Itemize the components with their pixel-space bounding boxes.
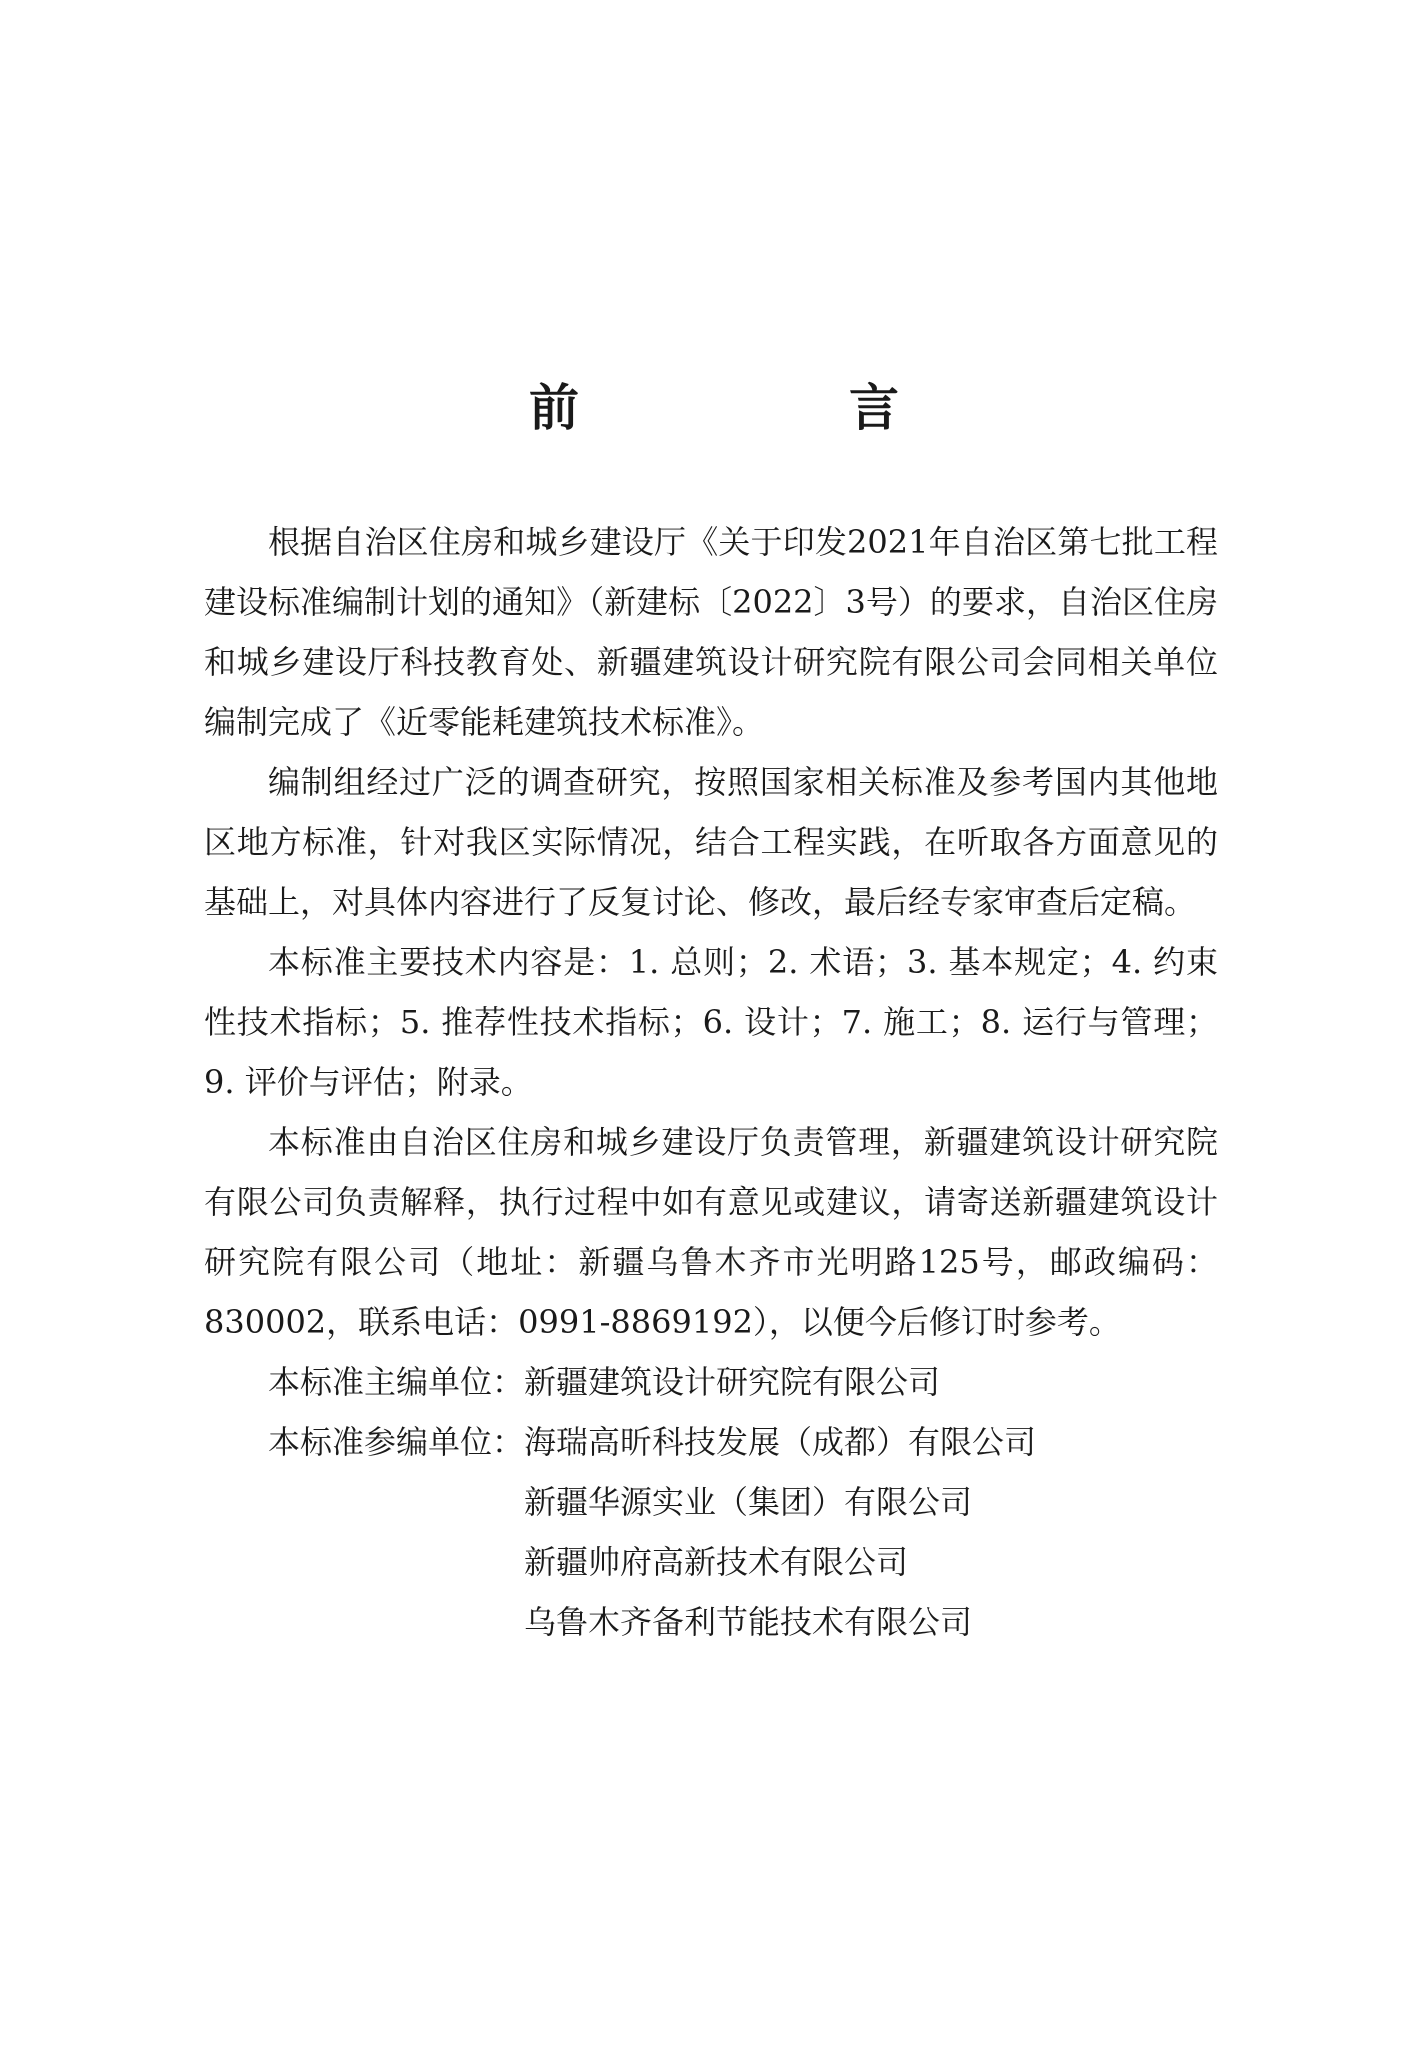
participating-units-list: [524, 1412, 1036, 1652]
preface-body: [204, 512, 1218, 1652]
participating-unit-name: 乌鲁木齐备利节能技术有限公司: [524, 1603, 973, 1641]
paragraph-background: 根据自治区住房和城乡建设厅《关于印发2021年自治区第七批工程建设标准编制计划的通知》（新建标〔2022〕3号）的要求，自治区住房和城乡建设厅科技教育处、新疆建筑设计研究院有限公司会同相关单位编制完成了《近零能耗建筑技术标准》。: [204, 523, 1218, 741]
paragraph-management: 本标准由自治区住房和城乡建设厅负责管理，新疆建筑设计研究院有限公司负责解释，执行过程中如有意见或建议，请寄送新疆建筑设计研究院有限公司（地址：新疆乌鲁木齐市光明路125号，邮政编码：830002，联系电话：0991-8869192），以便今后修订时参考。: [204, 1123, 1218, 1341]
participating-unit-name: 新疆帅府高新技术有限公司: [524, 1543, 909, 1581]
participating-unit-name: 海瑞高昕科技发展（成都）有限公司: [524, 1423, 1037, 1461]
chief-unit-name: 新疆建筑设计研究院有限公司: [524, 1363, 941, 1401]
page-title: 前 言: [529, 378, 1009, 437]
paragraph-contents: 本标准主要技术内容是：1. 总则；2. 术语；3. 基本规定；4. 约束性技术指标；5. 推荐性技术指标；6. 设计；7. 施工；8. 运行与管理；9. 评价与评估；附录。: [204, 943, 1218, 1101]
chief-unit-label: 本标准主编单位：: [268, 1363, 525, 1401]
paragraph-process: 编制组经过广泛的调查研究，按照国家相关标准及参考国内其他地区地方标准，针对我区实际情况，结合工程实践，在听取各方面意见的基础上，对具体内容进行了反复讨论、修改，最后经专家审查后定稿。: [204, 763, 1218, 921]
participating-units-row: [204, 1412, 1218, 1652]
chief-unit-row: [204, 1352, 1218, 1412]
participating-units-label: 本标准参编单位：: [268, 1423, 525, 1461]
participating-unit-name: 新疆华源实业（集团）有限公司: [524, 1483, 973, 1521]
